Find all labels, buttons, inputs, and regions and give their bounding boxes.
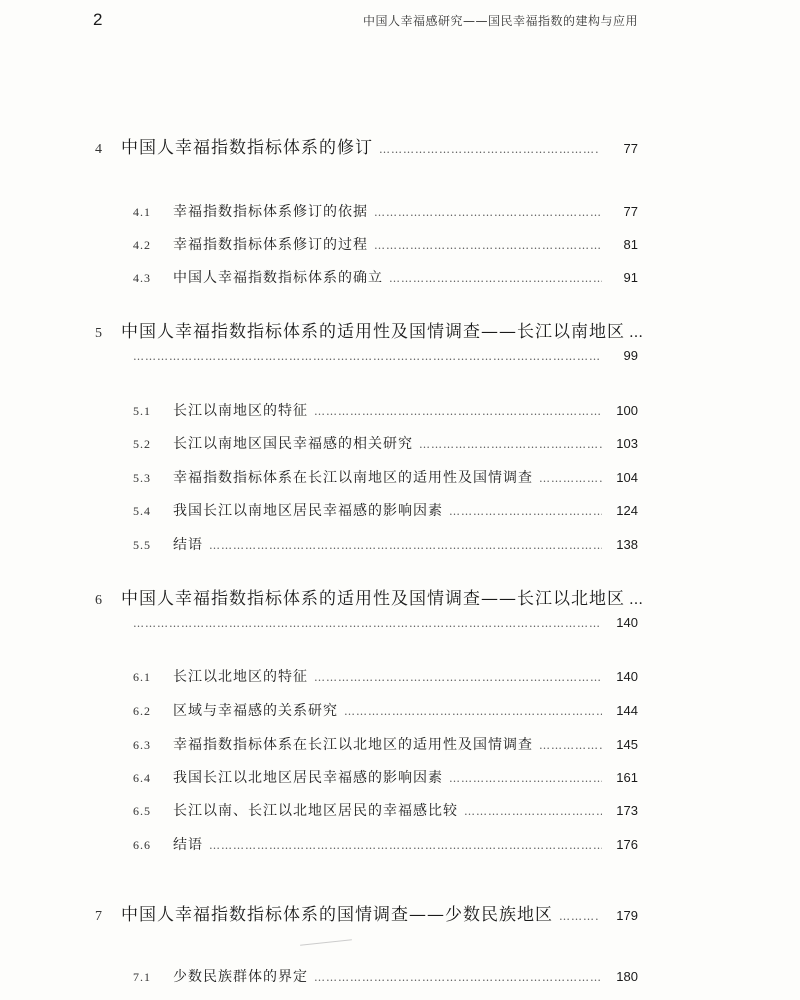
toc-chapter-6[interactable]	[0, 584, 800, 610]
toc-section-6-1[interactable]	[0, 666, 800, 692]
section-number: 7.1	[133, 970, 151, 984]
section-title: 我国长江以南地区居民幸福感的影响因素	[173, 503, 443, 519]
dot-leader	[449, 505, 602, 518]
dot-leader	[133, 350, 602, 363]
section-title: 幸福指数指标体系在长江以南地区的适用性及国情调查	[173, 470, 533, 486]
toc-section-6-2[interactable]	[0, 700, 800, 726]
dot-leader	[209, 839, 602, 852]
section-title: 少数民族群体的界定	[173, 969, 308, 985]
page-ref: 140	[616, 615, 638, 630]
dot-leader	[419, 438, 602, 451]
page-ref: 140	[616, 669, 638, 684]
page-ref: 124	[616, 503, 638, 518]
page-ref: 179	[616, 908, 638, 923]
dot-leader	[133, 617, 602, 630]
page-ref: 161	[616, 770, 638, 785]
toc-section-5-2[interactable]	[0, 433, 800, 459]
page-ref: 91	[623, 270, 638, 285]
toc-section-6-4[interactable]	[0, 767, 800, 793]
page-ref: 176	[616, 837, 638, 852]
dot-leader	[379, 143, 598, 156]
section-number: 4.3	[133, 271, 151, 285]
running-header: 中国人幸福感研究——国民幸福指数的建构与应用	[362, 14, 638, 28]
section-number: 5.5	[133, 538, 151, 552]
page-ref: 99	[623, 348, 638, 363]
dot-leader	[539, 472, 602, 485]
dot-leader	[344, 705, 602, 718]
dot-leader	[389, 272, 602, 285]
page-ref: 180	[616, 969, 638, 984]
page-ref: 104	[616, 470, 638, 485]
section-number: 5.4	[133, 504, 151, 518]
toc-chapter-7[interactable]	[0, 900, 800, 926]
toc-section-6-5[interactable]	[0, 800, 800, 826]
dot-leader	[314, 405, 602, 418]
section-title: 我国长江以北地区居民幸福感的影响因素	[173, 770, 443, 786]
dot-leader	[559, 910, 598, 923]
page-ref: 138	[616, 537, 638, 552]
toc-section-4-1[interactable]	[0, 201, 800, 227]
toc-chapter-6-continuation[interactable]	[0, 615, 800, 641]
section-number: 5.3	[133, 471, 151, 485]
chapter-number: 7	[95, 909, 102, 924]
section-title: 长江以南地区的特征	[173, 403, 308, 419]
toc-section-4-2[interactable]	[0, 234, 800, 260]
dot-leader	[209, 539, 602, 552]
section-number: 6.3	[133, 738, 151, 752]
section-title: 区域与幸福感的关系研究	[173, 703, 338, 719]
section-title: 幸福指数指标体系修订的过程	[173, 237, 368, 253]
page-ref: 100	[616, 403, 638, 418]
dot-leader	[314, 671, 602, 684]
page-ref: 103	[616, 436, 638, 451]
scan-mark	[300, 939, 352, 945]
dot-leader	[464, 805, 602, 818]
section-title: 结语	[173, 537, 203, 553]
section-title: 中国人幸福指数指标体系的确立	[173, 270, 383, 286]
section-number: 5.1	[133, 404, 151, 418]
page-ref: 173	[616, 803, 638, 818]
chapter-title: 中国人幸福指数指标体系的国情调查——少数民族地区	[121, 905, 553, 925]
section-number: 6.6	[133, 838, 151, 852]
toc-section-5-3[interactable]	[0, 467, 800, 493]
chapter-title: 中国人幸福指数指标体系的修订	[121, 138, 373, 158]
chapter-title: 中国人幸福指数指标体系的适用性及国情调查——长江以南地区	[121, 322, 625, 342]
page-ref: 81	[623, 237, 638, 252]
dot-leader	[374, 206, 602, 219]
section-number: 6.5	[133, 804, 151, 818]
page-number: 2	[93, 10, 103, 29]
dot-leader	[539, 739, 602, 752]
chapter-number: 4	[95, 142, 102, 157]
chapter-number: 5	[95, 326, 102, 341]
toc-section-7-1[interactable]	[0, 966, 800, 992]
section-number: 4.2	[133, 238, 151, 252]
page-ref: 77	[623, 204, 638, 219]
toc-section-6-3[interactable]	[0, 734, 800, 760]
dot-leader	[314, 971, 602, 984]
trailing-ellipsis: …	[629, 325, 645, 341]
toc-chapter-5-continuation[interactable]	[0, 348, 800, 374]
section-number: 6.2	[133, 704, 151, 718]
section-number: 6.4	[133, 771, 151, 785]
toc-chapter-4[interactable]	[0, 133, 800, 159]
section-number: 5.2	[133, 437, 151, 451]
toc-chapter-5[interactable]	[0, 317, 800, 343]
section-title: 长江以北地区的特征	[173, 669, 308, 685]
trailing-ellipsis: …	[629, 592, 645, 608]
toc-section-6-6[interactable]	[0, 834, 800, 860]
toc-section-4-3[interactable]	[0, 267, 800, 293]
toc-section-5-5[interactable]	[0, 534, 800, 560]
dot-leader	[449, 772, 602, 785]
section-title: 长江以南地区国民幸福感的相关研究	[173, 436, 413, 452]
page-ref: 145	[616, 737, 638, 752]
chapter-number: 6	[95, 593, 102, 608]
section-title: 结语	[173, 837, 203, 853]
dot-leader	[374, 239, 602, 252]
page-ref: 144	[616, 703, 638, 718]
section-title: 幸福指数指标体系修订的依据	[173, 204, 368, 220]
section-title: 长江以南、长江以北地区居民的幸福感比较	[173, 803, 458, 819]
toc-section-5-1[interactable]	[0, 400, 800, 426]
chapter-title: 中国人幸福指数指标体系的适用性及国情调查——长江以北地区	[121, 589, 625, 609]
page-ref: 77	[623, 141, 638, 156]
section-number: 4.1	[133, 205, 151, 219]
section-title: 幸福指数指标体系在长江以北地区的适用性及国情调查	[173, 737, 533, 753]
toc-section-5-4[interactable]	[0, 500, 800, 526]
section-number: 6.1	[133, 670, 151, 684]
